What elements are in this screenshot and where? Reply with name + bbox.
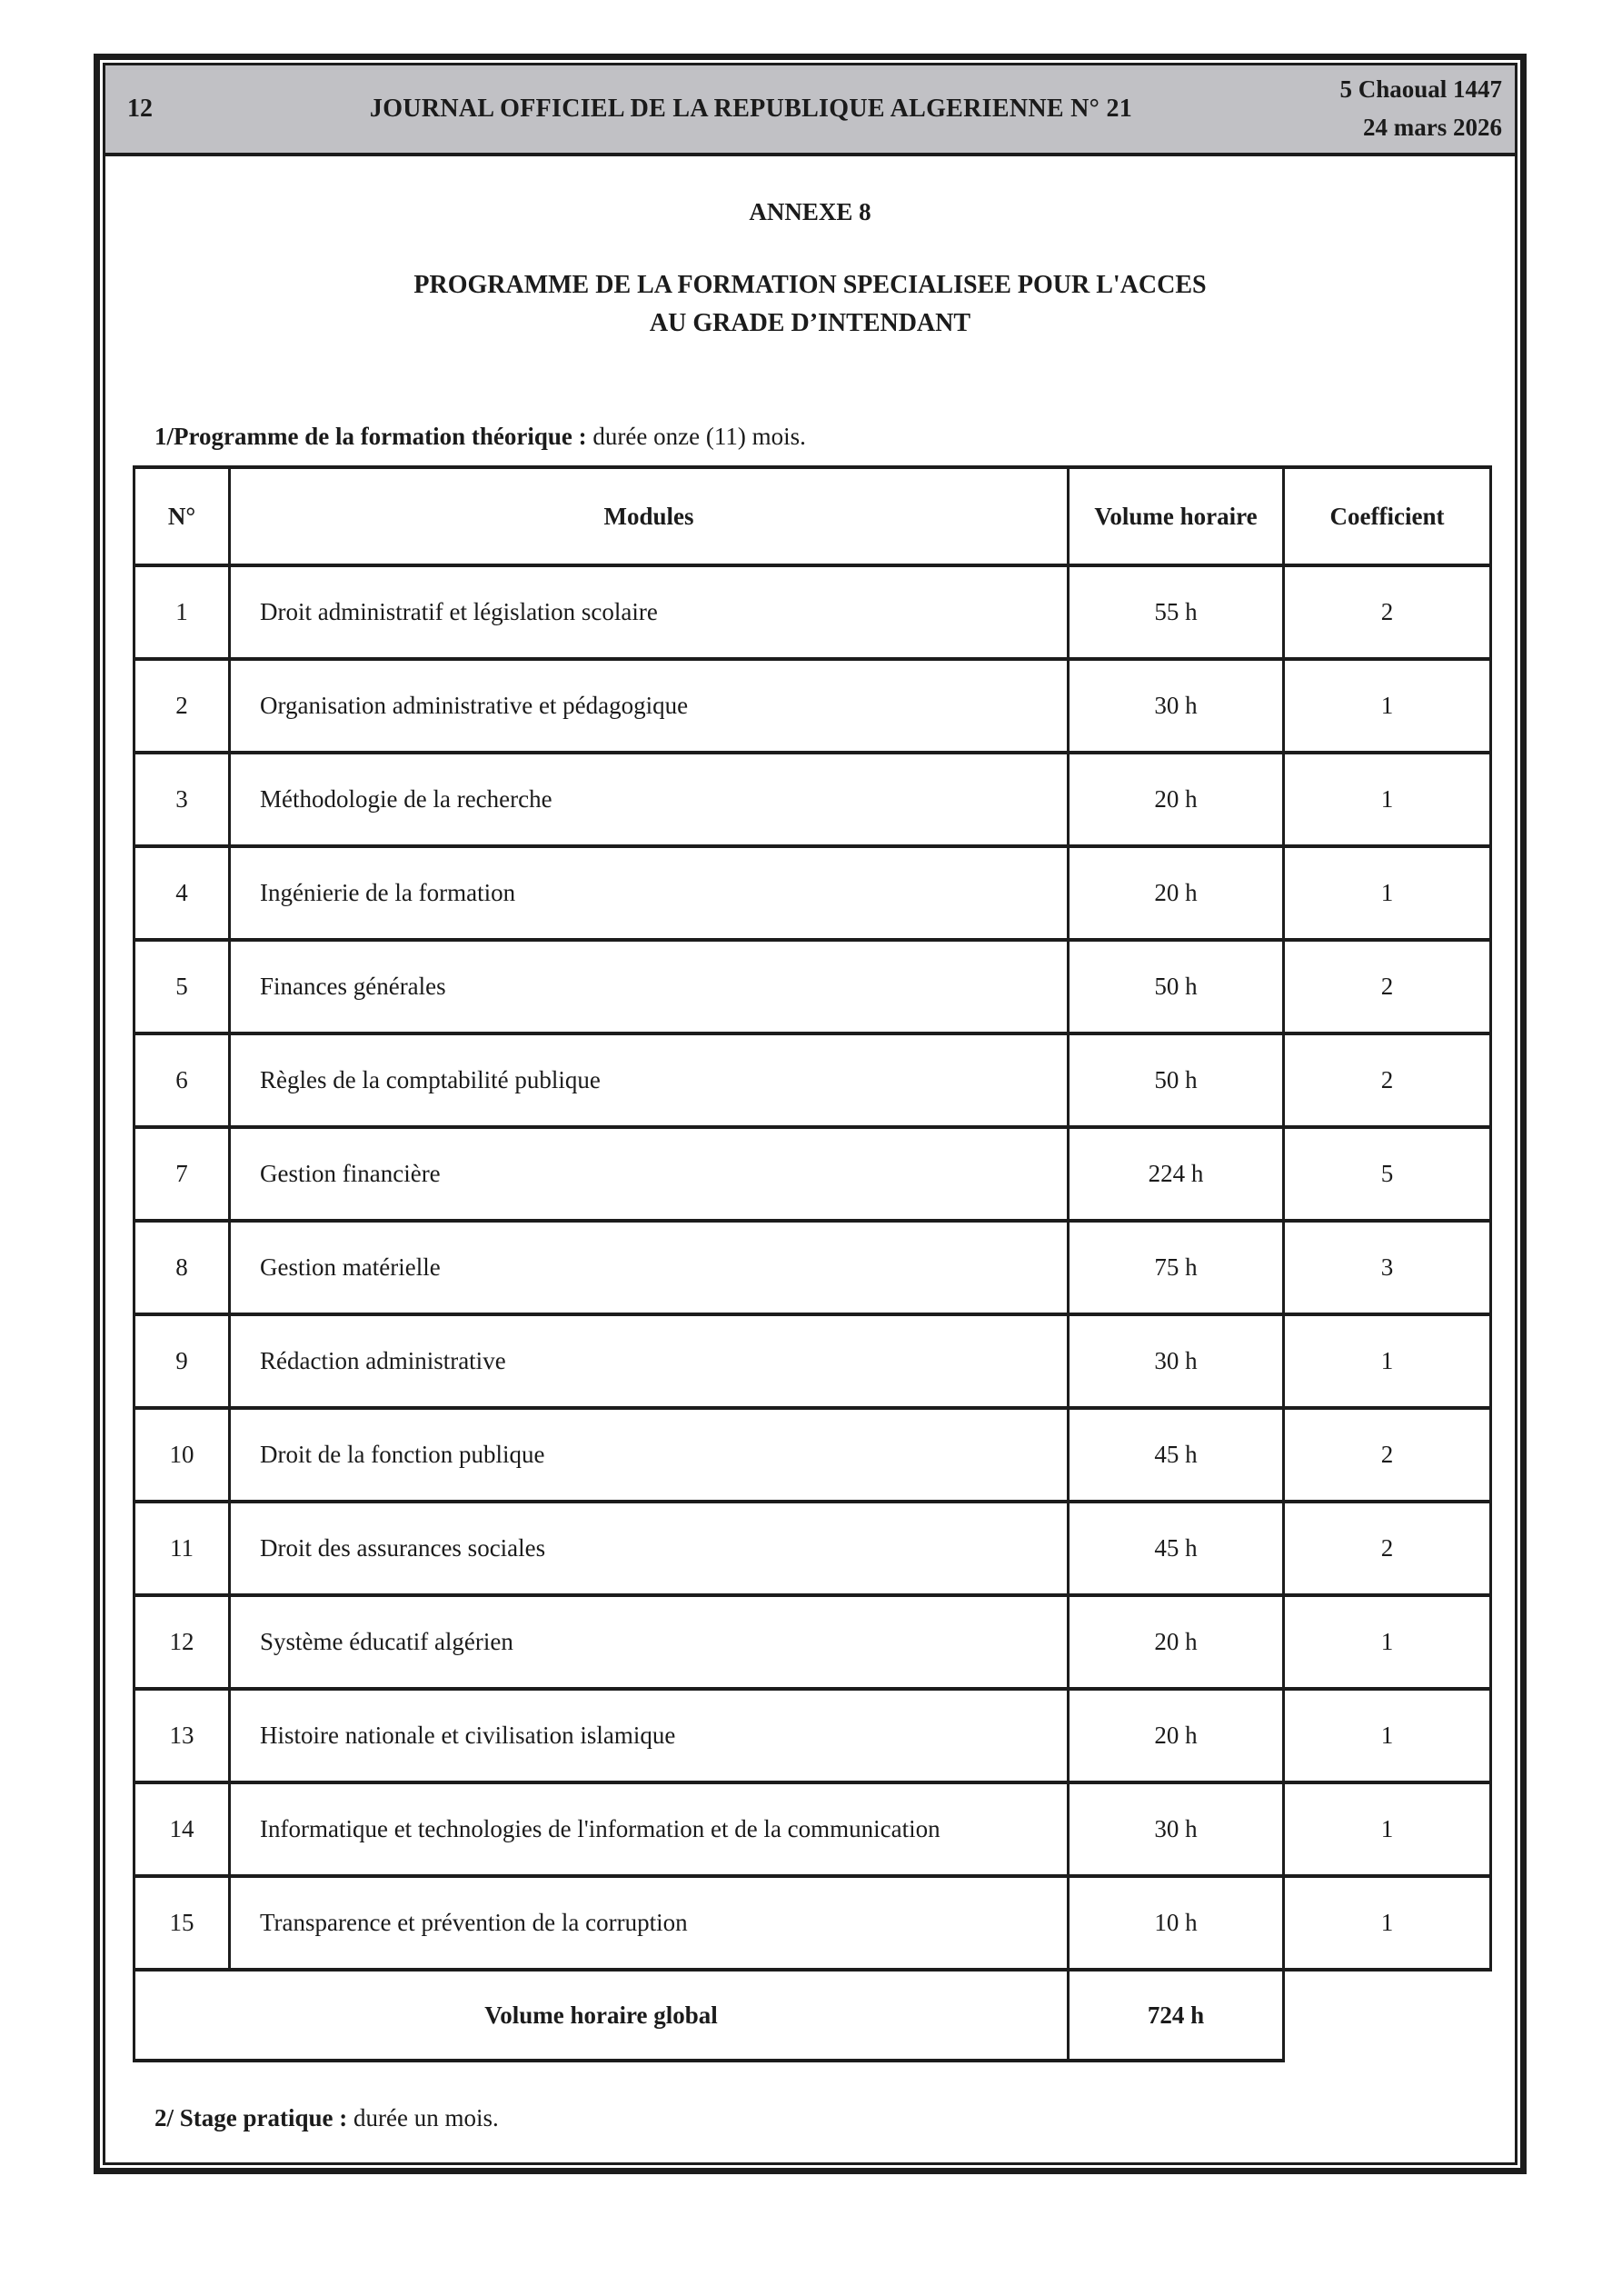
- module-cell: Méthodologie de la recherche: [230, 753, 1069, 846]
- program-title: [105, 266, 1515, 343]
- volume-cell: 50 h: [1069, 940, 1284, 1033]
- coef-cell: 2: [1284, 565, 1491, 659]
- coef-cell: 1: [1284, 753, 1491, 846]
- volume-cell: 20 h: [1069, 1595, 1284, 1689]
- coef-cell: 2: [1284, 1502, 1491, 1595]
- volume-cell: 45 h: [1069, 1408, 1284, 1502]
- num-cell: 2: [134, 659, 230, 753]
- module-cell: Rédaction administrative: [230, 1314, 1069, 1408]
- col-header-volume: Volume horaire: [1069, 467, 1284, 565]
- module-cell: Droit de la fonction publique: [230, 1408, 1069, 1502]
- coef-cell: 1: [1284, 1689, 1491, 1782]
- num-cell: 15: [134, 1876, 230, 1970]
- module-cell: Organisation administrative et pédagogique: [230, 659, 1069, 753]
- table-row: [134, 1782, 1491, 1876]
- page-outer-frame: [94, 54, 1527, 2174]
- module-cell: Finances générales: [230, 940, 1069, 1033]
- section2-stage: [154, 2104, 1515, 2132]
- num-cell: 10: [134, 1408, 230, 1502]
- coef-cell: 5: [1284, 1127, 1491, 1221]
- num-cell: 12: [134, 1595, 230, 1689]
- num-cell: 4: [134, 846, 230, 940]
- module-cell: Système éducatif algérien: [230, 1595, 1069, 1689]
- num-cell: 13: [134, 1689, 230, 1782]
- table-row: [134, 1595, 1491, 1689]
- table-row: [134, 1127, 1491, 1221]
- table-row: [134, 1689, 1491, 1782]
- module-cell: Droit administratif et législation scolaire: [230, 565, 1069, 659]
- table-row: [134, 1502, 1491, 1595]
- journal-title: JOURNAL OFFICIEL DE LA REPUBLIQUE ALGERIENNE N° 21: [369, 95, 1133, 123]
- table-row: [134, 659, 1491, 753]
- page-content: [105, 156, 1515, 2162]
- header-dates: [1291, 71, 1502, 147]
- table-header-row: [134, 467, 1491, 565]
- module-cell: Gestion financière: [230, 1127, 1069, 1221]
- volume-cell: 30 h: [1069, 1314, 1284, 1408]
- volume-cell: 20 h: [1069, 753, 1284, 846]
- num-cell: 1: [134, 565, 230, 659]
- module-cell: Droit des assurances sociales: [230, 1502, 1069, 1595]
- col-header-modules: Modules: [230, 467, 1069, 565]
- volume-cell: 75 h: [1069, 1221, 1284, 1314]
- volume-cell: 30 h: [1069, 659, 1284, 753]
- coef-cell: 1: [1284, 1782, 1491, 1876]
- num-cell: 9: [134, 1314, 230, 1408]
- total-empty-cell: [1284, 1970, 1491, 2061]
- volume-cell: 10 h: [1069, 1876, 1284, 1970]
- total-label-cell: Volume horaire global: [134, 1970, 1069, 2061]
- coef-cell: 1: [1284, 846, 1491, 940]
- total-volume-cell: 724 h: [1069, 1970, 1284, 2061]
- num-cell: 3: [134, 753, 230, 846]
- col-header-coefficient: Coefficient: [1284, 467, 1491, 565]
- coef-cell: 2: [1284, 940, 1491, 1033]
- modules-table: [133, 465, 1492, 2062]
- module-cell: Transparence et prévention de la corruption: [230, 1876, 1069, 1970]
- col-header-num: N°: [134, 467, 230, 565]
- table-row: [134, 753, 1491, 846]
- coef-cell: 2: [1284, 1408, 1491, 1502]
- annexe-title: ANNEXE 8: [749, 198, 871, 225]
- coef-cell: 1: [1284, 659, 1491, 753]
- module-cell: Règles de la comptabilité publique: [230, 1033, 1069, 1127]
- coef-cell: 3: [1284, 1221, 1491, 1314]
- coef-cell: 1: [1284, 1876, 1491, 1970]
- num-cell: 7: [134, 1127, 230, 1221]
- section1-label: 1/Programme de la formation théorique :: [154, 423, 587, 450]
- section2-text: durée un mois.: [347, 2104, 499, 2131]
- section1-text: durée onze (11) mois.: [586, 423, 806, 450]
- volume-cell: 20 h: [1069, 846, 1284, 940]
- page-inner-frame: [103, 63, 1518, 2165]
- table-row: [134, 1221, 1491, 1314]
- num-cell: 14: [134, 1782, 230, 1876]
- table-row: [134, 1033, 1491, 1127]
- num-cell: 6: [134, 1033, 230, 1127]
- coef-cell: 1: [1284, 1314, 1491, 1408]
- section2-label: 2/ Stage pratique :: [154, 2104, 348, 2131]
- coef-cell: 2: [1284, 1033, 1491, 1127]
- coef-cell: 1: [1284, 1595, 1491, 1689]
- journal-header-band: [105, 65, 1515, 156]
- table-row: [134, 1876, 1491, 1970]
- module-cell: Ingénierie de la formation: [230, 846, 1069, 940]
- num-cell: 8: [134, 1221, 230, 1314]
- module-cell: Histoire nationale et civilisation islamique: [230, 1689, 1069, 1782]
- table-row: [134, 1408, 1491, 1502]
- volume-cell: 50 h: [1069, 1033, 1284, 1127]
- program-title-line1: PROGRAMME DE LA FORMATION SPECIALISEE POUR L'ACCES: [413, 271, 1207, 299]
- volume-cell: 224 h: [1069, 1127, 1284, 1221]
- date-hijri: 5 Chaoual 1447: [1339, 75, 1502, 104]
- num-cell: 5: [134, 940, 230, 1033]
- module-cell: Gestion matérielle: [230, 1221, 1069, 1314]
- num-cell: 11: [134, 1502, 230, 1595]
- program-title-line2: AU GRADE D’INTENDANT: [649, 309, 971, 337]
- date-gregorian: 24 mars 2026: [1363, 114, 1502, 141]
- table-row: [134, 846, 1491, 940]
- table-row: [134, 940, 1491, 1033]
- table-row: [134, 565, 1491, 659]
- section1-intro: [154, 423, 1515, 451]
- page-number: 12: [127, 95, 153, 123]
- table-row: [134, 1314, 1491, 1408]
- volume-cell: 45 h: [1069, 1502, 1284, 1595]
- volume-cell: 20 h: [1069, 1689, 1284, 1782]
- volume-cell: 30 h: [1069, 1782, 1284, 1876]
- module-cell: Informatique et technologies de l'information et de la communication: [230, 1782, 1069, 1876]
- volume-cell: 55 h: [1069, 565, 1284, 659]
- table-total-row: [134, 1970, 1491, 2061]
